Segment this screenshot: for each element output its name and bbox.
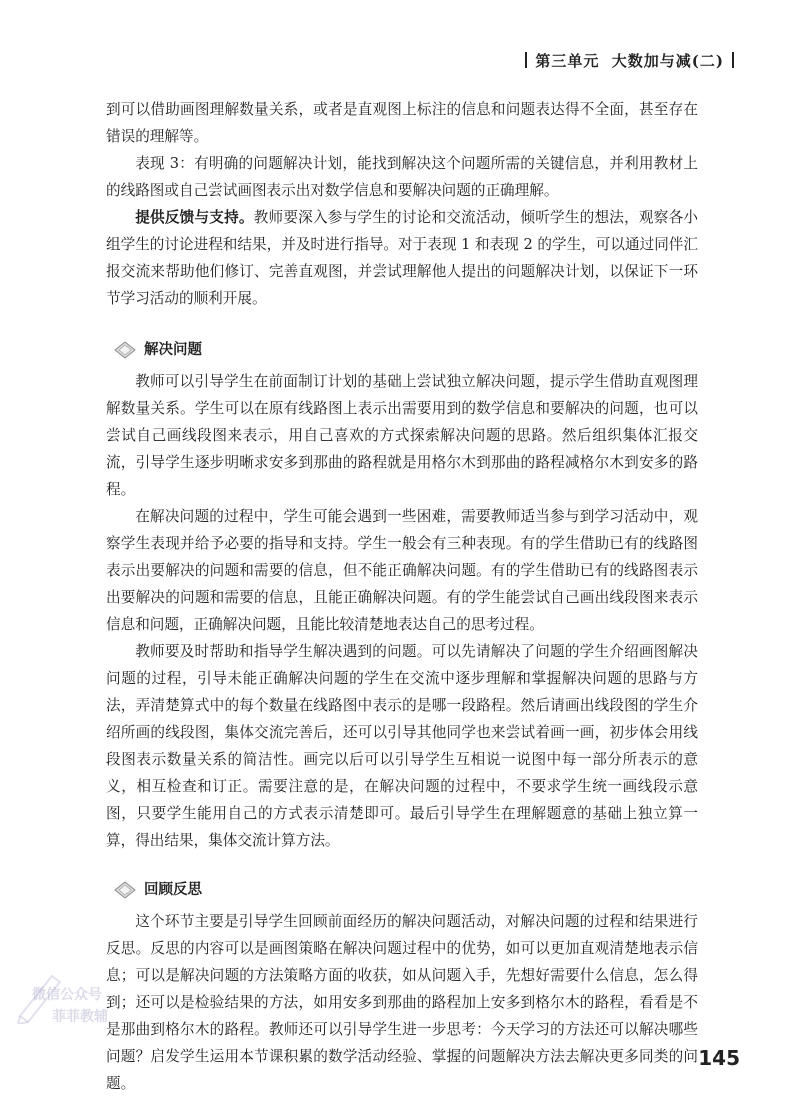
header-left-bar xyxy=(525,52,527,68)
running-header xyxy=(517,50,742,71)
intro-continuation: 到可以借助画图理解数量关系，或者是直观图上标注的信息和问题表达得不全面，甚至存在错误的理解等。 xyxy=(106,101,698,145)
watermark xyxy=(12,964,162,1034)
header-unit: 第三单元 xyxy=(535,52,600,70)
diamond-bullet-icon xyxy=(114,341,136,359)
intro-feedback-paragraph xyxy=(106,204,698,312)
page-body xyxy=(106,96,698,1097)
solve-paragraph-3: 教师要及时帮助和指导学生解决遇到的问题。可以先请解决了问题的学生介绍画图解决问题的过程，引导未能正确解决问题的学生在交流中逐步理解和掌握解决问题的思路与方法，弄清楚算式中的每个数量在线路图中表示的是哪一段路程。然后请画出线段图的学生介绍所画的线段图，集体交流完善后，还可以引导其他同学也来尝试着画一画，初步体会用线段图表示数量关系的简洁性。画完以后可以引导学生互相说一说图中每一部分所表示的意义，相互检查和订正。需要注意的是，在解决问题的过程中，不要求学生统一画线段示意图，只要学生能用自己的方式表示清楚即可。最后引导学生在理解题意的基础上独立算一算，得出结果，集体交流计算方法。 xyxy=(106,643,698,849)
watermark-line-1: 微信公众号 xyxy=(32,987,102,1003)
feedback-text: 教师要深入参与学生的讨论和交流活动，倾听学生的想法，观察各小组学生的讨论进程和结果，并及时进行指导。对于表现 1 和表现 2 的学生，可以通过同伴汇报交流来帮助他们修订、完善直观图，并尝试理解他人提出的问题解决计划，以保证下一环节学习活动的顺利开展。 xyxy=(106,209,698,307)
solve-paragraph-2: 在解决问题的过程中，学生可能会遇到一些困难，需要教师适当参与到学习活动中，观察学生表现并给予必要的指导和支持。学生一般会有三种表现。有的学生借助已有的线路图表示出要解决的问题和需要的信息，但不能正确解决问题。有的学生借助已有的线路图表示出要解决的问题和需要的信息，且能正确解决问题。有的学生能尝试自己画出线段图来表示信息和问题，正确解决问题，且能比较清楚地表达自己的思考过程。 xyxy=(106,508,698,633)
solve-paragraph-1: 教师可以引导学生在前面制订计划的基础上尝试独立解决问题，提示学生借助直观图理解数量关系。学生可以在原有线路图上表示出需要用到的数学信息和要解决的问题，也可以尝试自己画线段图来表示，用自己喜欢的方式探索解决问题的思路。然后组织集体汇报交流，引导学生逐步明晰求安多到那曲的路程就是用格尔木到那曲的路程减格尔木到安多的路程。 xyxy=(106,373,698,498)
feedback-lead: 提供反馈与支持。 xyxy=(135,209,254,226)
intro-performance-3: 表现 3：有明确的问题解决计划，能找到解决这个问题所需的关键信息，并利用教材上的线路图或自己尝试画图表示出对数学信息和要解决问题的正确理解。 xyxy=(106,155,698,199)
diamond-bullet-icon xyxy=(114,881,136,899)
section-heading-solve xyxy=(114,336,698,364)
header-right-bar xyxy=(732,52,734,68)
page-number: 145 xyxy=(698,1046,740,1070)
watermark-line-2: 菲菲教辅 xyxy=(52,1009,108,1025)
review-paragraph-1: 这个环节主要是引导学生回顾前面经历的解决问题活动，对解决问题的过程和结果进行反思。反思的内容可以是画图策略在解决问题过程中的优势，如可以更加直观清楚地表示信息；可以是解决问题的方法策略方面的收获，如从问题入手，先想好需要什么信息，怎么得到；还可以是检验结果的方法，如用安多到那曲的路程加上安多到格尔木的路程，看看是不是那曲到格尔木的路程。教师还可以引导学生进一步思考：今天学习的方法还可以解决哪些问题？启发学生运用本节课积累的数学活动经验、掌握的问题解决方法去解决更多同类的问题。 xyxy=(106,913,698,1092)
section-heading-review xyxy=(114,876,698,904)
section-review-title: 回顾反思 xyxy=(144,881,202,898)
header-title: 大数加与减(二) xyxy=(611,52,724,70)
section-solve-title: 解决问题 xyxy=(144,341,202,358)
